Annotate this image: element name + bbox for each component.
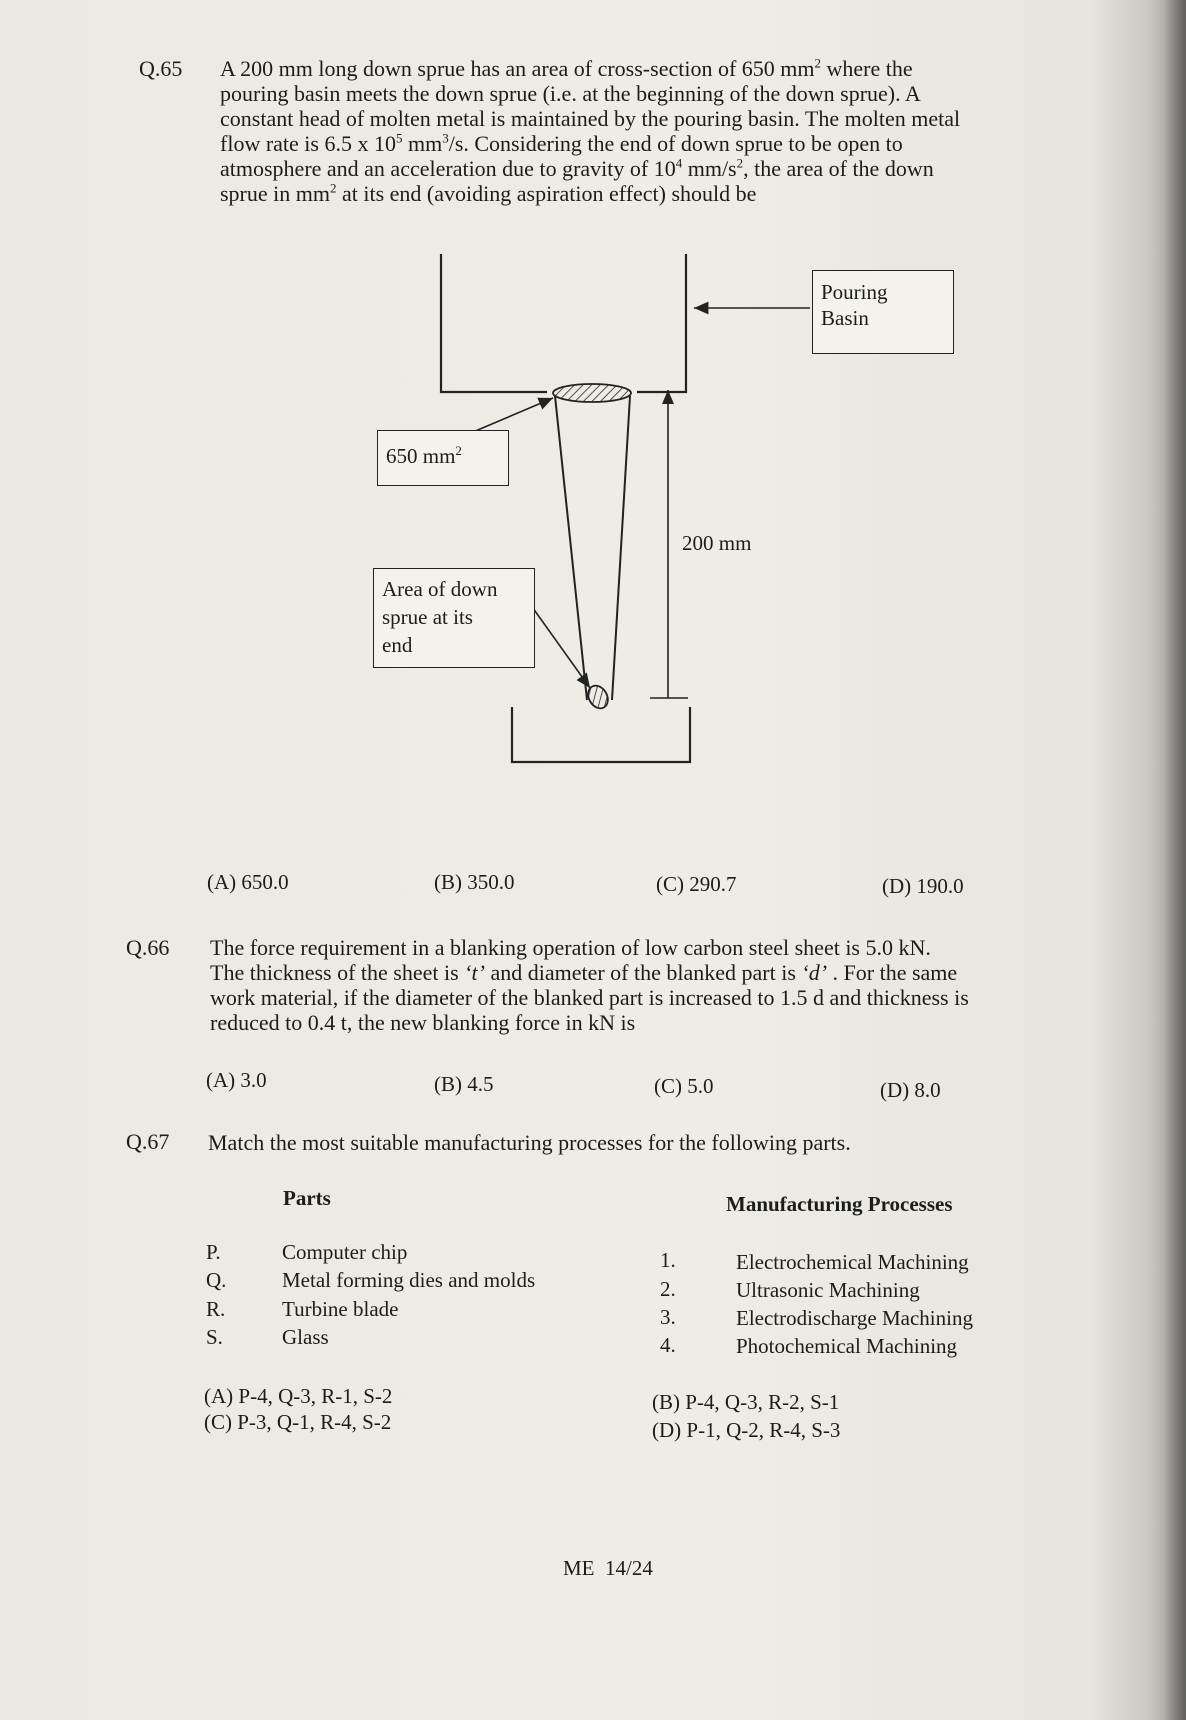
q65-line2: pouring basin meets the down sprue (i.e. at the beginning of the down sprue). A	[220, 81, 921, 106]
q66-line4: reduced to 0.4 t, the new blanking force in kN is	[210, 1010, 636, 1035]
q65-number: Q.65	[139, 56, 183, 81]
q67-option-a[interactable]: (A) P-4, Q-3, R-1, S-2	[204, 1384, 393, 1408]
part-key: S.	[206, 1325, 223, 1349]
pouring-basin-label-line2: Basin	[821, 306, 869, 330]
area-pointer-arrow	[473, 398, 553, 432]
q67-number: Q.67	[126, 1129, 170, 1154]
part-name: Turbine blade	[282, 1297, 399, 1321]
q66-option-b[interactable]: (B) 4.5	[434, 1072, 494, 1096]
q65-sup5: 5	[395, 130, 403, 146]
q65-line4-tail: /s. Considering the end of down sprue to be open to	[448, 131, 903, 156]
process-key: 1.	[660, 1248, 676, 1272]
part-name: Computer chip	[282, 1240, 408, 1264]
end-area-label-line1: Area of down	[382, 577, 498, 601]
q66-text	[210, 935, 1090, 1035]
end-area-label-line3: end	[382, 633, 413, 657]
q66-option-a[interactable]: (A) 3.0	[206, 1068, 267, 1092]
part-name: Glass	[282, 1325, 329, 1349]
area-label	[377, 430, 509, 486]
q67-option-d[interactable]: (D) P-1, Q-2, R-4, S-3	[652, 1418, 841, 1442]
q65-line5-tail: , the area of the down	[743, 156, 934, 181]
part-key: Q.	[206, 1268, 227, 1292]
q65-line1-tail: where the	[826, 56, 913, 81]
q66-line2c: . For the same	[827, 960, 958, 985]
q65-line6: sprue in mm	[220, 181, 330, 206]
process-key: 4.	[660, 1333, 676, 1357]
q65-sup4: 4	[675, 155, 683, 171]
part-key: P.	[206, 1240, 221, 1264]
q65-option-d[interactable]: (D) 190.0	[882, 874, 964, 898]
sprue-top-section	[553, 384, 631, 402]
process-name: Electrochemical Machining	[736, 1250, 969, 1274]
process-key: 3.	[660, 1305, 676, 1329]
q66-line2a: The thickness of the sheet is	[210, 960, 465, 985]
end-area-label	[373, 568, 535, 668]
end-area-label-line2: sprue at its	[382, 605, 473, 629]
q66-line1: The force requirement in a blanking operation of low carbon steel sheet is 5.0 kN.	[210, 935, 931, 960]
q65-sup3: 3	[442, 130, 449, 146]
q65-line5-unit: mm/s	[687, 156, 737, 181]
process-key: 2.	[660, 1277, 676, 1301]
area-label-sup: 2	[455, 443, 462, 458]
q67-option-b[interactable]: (B) P-4, Q-3, R-2, S-1	[652, 1390, 840, 1414]
q65-sup2b: 2	[736, 155, 744, 171]
pouring-basin-label	[812, 270, 954, 354]
pouring-basin-label-line1: Pouring	[821, 280, 888, 304]
length-label: 200 mm	[682, 531, 752, 555]
q66-option-c[interactable]: (C) 5.0	[654, 1074, 714, 1098]
parts-header: Parts	[283, 1186, 331, 1210]
q65-line1: A 200 mm long down sprue has an area of cross-section of 650 mm	[220, 56, 815, 81]
q66-d-symbol: ‘d’	[801, 960, 828, 985]
q66-line2b: and diameter of the blanked part is	[484, 960, 802, 985]
page-footer: ME 14/24	[563, 1556, 653, 1580]
q66-option-d[interactable]: (D) 8.0	[880, 1078, 941, 1102]
q67-option-c[interactable]: (C) P-3, Q-1, R-4, S-2	[204, 1410, 392, 1434]
q65-option-b[interactable]: (B) 350.0	[434, 870, 515, 894]
q65-line5: atmosphere and an acceleration due to gravity of 10	[220, 156, 676, 181]
q66-t-symbol: ‘t’	[464, 960, 485, 985]
area-label-text: 650 mm	[386, 444, 456, 468]
q65-line4: flow rate is 6.5 x 10	[220, 131, 396, 156]
q65-line6-tail: at its end (avoiding aspiration effect) should be	[342, 181, 757, 206]
process-name: Ultrasonic Machining	[736, 1278, 920, 1302]
q66-line3: work material, if the diameter of the blanked part is increased to 1.5 d and thickness is	[210, 985, 969, 1010]
q66-number: Q.66	[126, 935, 170, 960]
runner-outline	[512, 707, 690, 762]
q65-line4-unit: mm	[407, 131, 443, 156]
process-name: Photochemical Machining	[736, 1334, 958, 1358]
q65-option-c[interactable]: (C) 290.7	[656, 872, 737, 896]
pouring-basin-outline	[441, 254, 686, 392]
part-name: Metal forming dies and molds	[282, 1268, 536, 1292]
processes-header: Manufacturing Processes	[726, 1192, 953, 1216]
q65-line3: constant head of molten metal is maintained by the pouring basin. The molten metal	[220, 106, 961, 131]
q67-question: Match the most suitable manufacturing processes for the following parts.	[208, 1130, 851, 1155]
q65-option-a[interactable]: (A) 650.0	[207, 870, 289, 894]
q65-sup: 2	[814, 55, 821, 71]
q65-sup2c: 2	[330, 180, 337, 196]
process-name: Electrodischarge Machining	[736, 1306, 973, 1330]
part-key: R.	[206, 1297, 226, 1321]
